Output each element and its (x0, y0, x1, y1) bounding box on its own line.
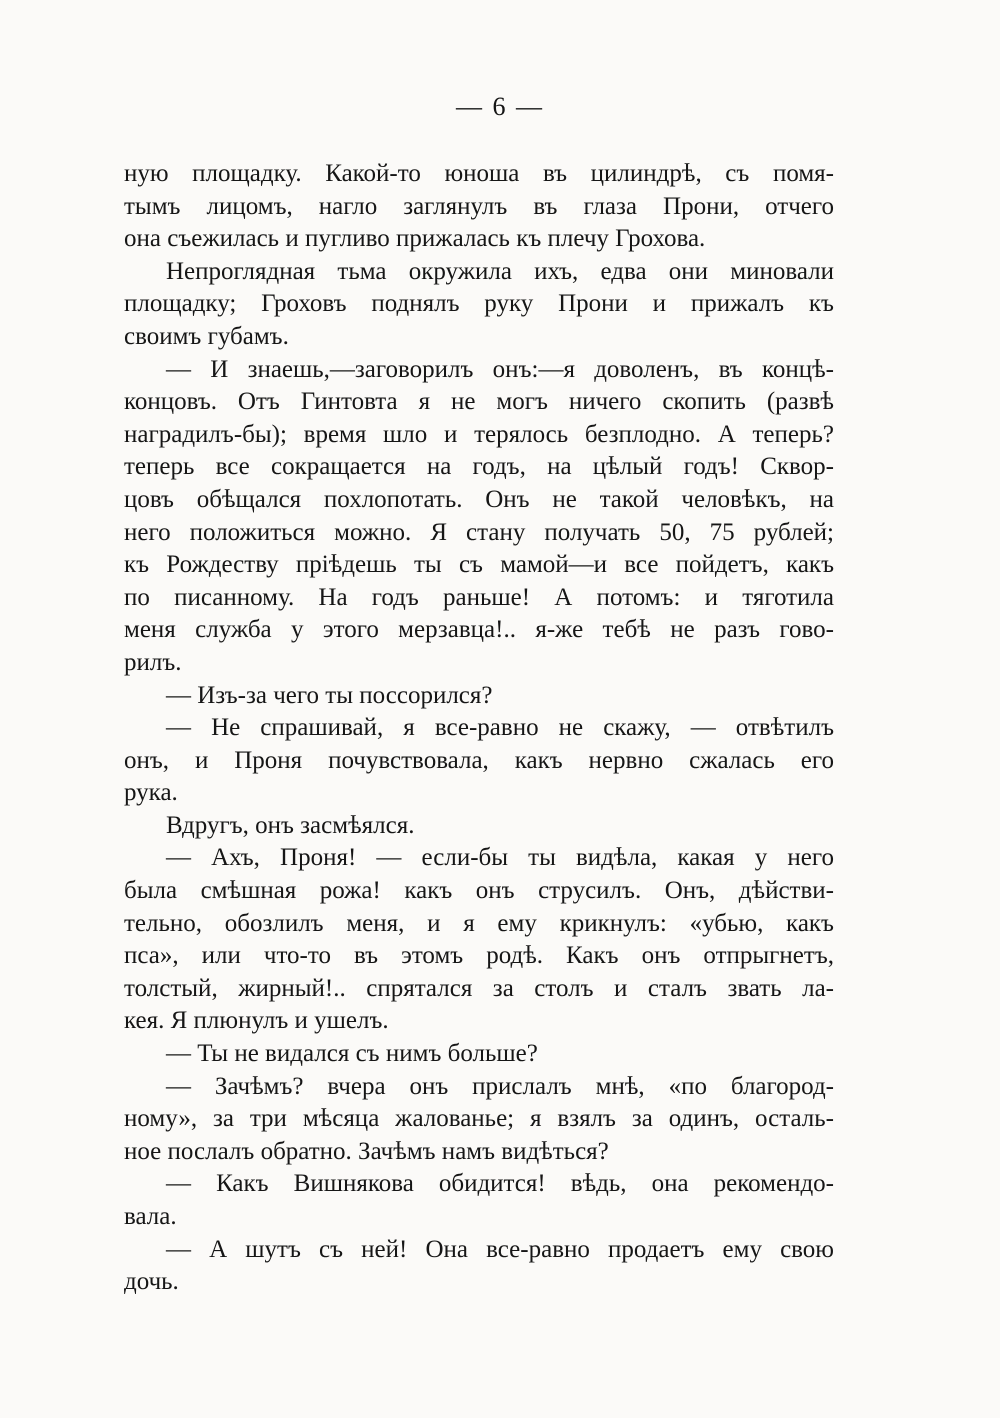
dialogue-line: — Не спрашивай, я все-равно не скажу, — отвѣтилъ (166, 714, 834, 742)
text-line: по писанному. На годъ раньше! А потомъ: и тяготила (124, 583, 834, 611)
text-line: ную площадку. Какой-то юноша въ цилиндрѣ, съ помя- (124, 160, 834, 187)
text-line: она съежилась и пугливо прижалась къ плечу Грохова. (124, 225, 706, 253)
text-line: была смѣшная рожа! какъ онъ струсилъ. Онъ, дѣйстви- (124, 877, 834, 905)
text-line: концовъ. Отъ Гинтовта я не могъ ничего скопить (развѣ (124, 388, 834, 416)
dialogue-line: — И знаешь,—заговорилъ онъ:—я доволенъ, въ концѣ- (166, 355, 834, 383)
paragraph-start-line: Вдругъ, онъ засмѣялся. (166, 811, 415, 839)
text-line: площадку; Гроховъ поднялъ руку Прони и прижалъ къ (124, 290, 834, 318)
text-line: вала. (124, 1203, 177, 1230)
dialogue-line: — Изъ-за чего ты поссорился? (166, 681, 493, 709)
text-line: цовъ обѣщался похлопотать. Онъ не такой человѣкъ, на (124, 485, 834, 513)
dialogue-line: — Ты не видался съ нимъ больше? (166, 1040, 538, 1068)
text-line: наградилъ-бы); время шло и терялось безплодно. А теперь? (124, 420, 834, 448)
text-line: теперь все сокращается на годъ, на цѣлый годъ! Сквор- (124, 453, 834, 481)
text-line: рука. (124, 779, 178, 807)
text-line: ному», за три мѣсяца жалованье; я взялъ за одинъ, осталь- (124, 1105, 834, 1133)
text-line: своимъ губамъ. (124, 322, 289, 350)
page-number: — 6 — (456, 92, 544, 121)
body-text (124, 158, 834, 1299)
text-line: дочь. (124, 1268, 179, 1296)
text-line: тымъ лицомъ, нагло заглянулъ въ глаза Прони, отчего (124, 192, 834, 220)
text-line: тельно, обозлилъ меня, и я ему крикнулъ: «убью, какъ (124, 909, 834, 937)
paragraph-start-line: Непроглядная тьма окружила ихъ, едва они миновали (166, 257, 834, 285)
dialogue-line: — А шутъ съ ней! Она все-равно продаетъ ему свою (166, 1235, 834, 1263)
text-line: него положиться можно. Я стану получать 50, 75 рублей; (124, 518, 834, 546)
text-line: ное послалъ обратно. Зачѣмъ намъ видѣться? (124, 1137, 609, 1165)
text-line: толстый, жирный!.. спрятался за столъ и сталъ звать ла- (124, 974, 834, 1002)
text-line: меня служба у этого мерзавца!.. я-же тебѣ не разъ гово- (124, 616, 834, 644)
text-line: кея. Я плюнулъ и ушелъ. (124, 1007, 389, 1035)
text-line: къ Рождеству пріѣдешь ты съ мамой—и все пойдетъ, какъ (124, 551, 834, 579)
text-line: онъ, и Проня почувствовала, какъ нервно сжалась его (124, 746, 834, 774)
dialogue-line: — Ахъ, Проня! — если-бы ты видѣла, какая у него (166, 844, 834, 872)
dialogue-line: — Зачѣмъ? вчера онъ прислалъ мнѣ, «по благород- (166, 1072, 834, 1100)
dialogue-line: — Какъ Вишнякова обидится! вѣдь, она рекомендо- (166, 1170, 834, 1198)
text-line: рилъ. (124, 648, 182, 676)
text-line: пса», или что-то въ этомъ родѣ. Какъ онъ отпрыгнетъ, (124, 942, 834, 970)
